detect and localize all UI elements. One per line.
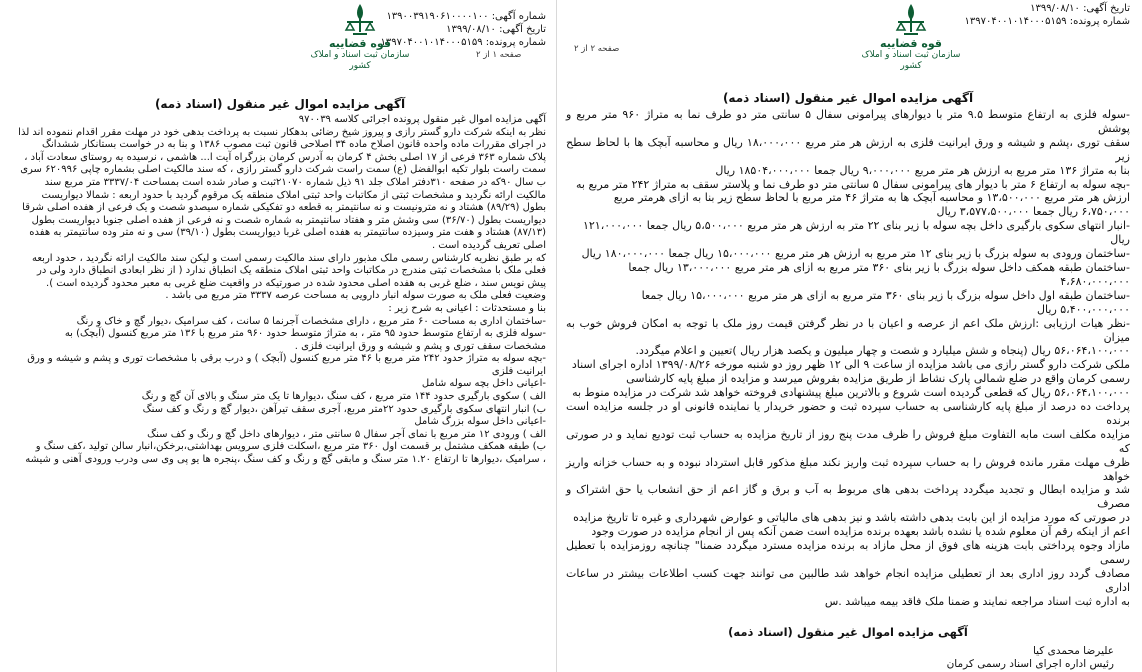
body-line: سمت راست بلوار تکیه ابوالفضل (ع) سمت راست شرکت دارو گستر رازی ، که سند مالکیت اصلی بشماره چاپی ۶۲۰۹۹۶ سری [20,164,546,176]
notice-body [566,108,1130,609]
body-line: ۵۶،۰۶۴،۱۰۰،۰۰۰ ریال که قطعی گردیده است شروع و بالاترین مبلغ پیشنهادی فروخته خواهد شد شرکت در مزایده منوط به [572,386,1130,400]
ad-metadata [965,2,1130,28]
body-line: بطول (۸۹/۲۹) هشتاد و نه مترونیست و نه سانتیمتر به قطعه دو تفکیکی شماره سیصدو شصت و یک فرعی از هفده اصلی شرقا [22,202,546,214]
body-line: ۴،۶۸۰،۰۰۰،۰۰۰ [1060,274,1130,288]
body-line: ۵۶،۰۶۴،۱۰۰،۰۰۰ ریال (پنجاه و شش میلیارد و شصت و چهار میلیون و یکصد هزار ریال )تعیین و اعلام میگردد. [635,344,1130,358]
body-line: -انبار انتهای سکوی بارگیری داخل بچه سوله با زیر بنای ۲۲ متر به ارزش هر متر مربع ۵،۵۰۰،۰۰۰ ریال جمعا ۱۲۱،۰۰۰،۰۰۰ [582,219,1130,233]
body-line: نظر به اینکه شرکت دارو گستر رازی و پیروز شیخ رضائی بدهکار نسبت به پرداخت بدهی خود در مهلت مقرر اقدام ننموده اند لذا [18,126,546,138]
body-line: مالکیت ارائه نگردید و مشخصات ثبتی از مکاتبات واحد ثبتی املاک منطقه یک مرقوم گردید با حدود اربعه : شمالا دیواریست [41,189,546,201]
page-divider [556,0,557,672]
body-line: مصادف گردد روز اداری بعد از تعطیلی مزایده انجام خواهد شد طالبین می توانند جهت کسب اطلاعات بیشتر در ساعات اداری [566,566,1130,594]
body-line: -بچه سوله به متراژ حدود ۲۴۲ متر مربع با ۴۶ متر مربع کنسول (آبچک ) و درب برقی با مشخصات توری و پشم و شیشه و ورق [27,353,546,365]
body-line: فعلی ملک با مشخصات ثبتی مندرج در مکاتبات واحد ثبتی املاک منطقه یک انطباق ندارد ( از نظر ابعادی انطباق دارد ولی در [37,265,546,277]
body-line: ملکی شرکت دارو گستر رازی می باشد مزایده از ساعت ۹ الی ۱۲ ظهر روز دو شنبه مورخه ۱۳۹۹/۰۸/۲۶ اداره اجرای اسناد [571,358,1130,372]
body-line: پرداخت ده درصد از مبلغ پایه کارشناسی به حساب سپرده ثبت و حضور خریدار یا نماینده قانونی او در جلسه مزایده است برنده [566,400,1130,427]
page-one [6,0,554,672]
body-line: ارزش هر متر مربع ۱۳،۵۰۰،۰۰۰ و محاسبه آبچک ها به متراژ ۴۶ متر مربع با لحاظ سطح زیر بنا به ازای هرمتر مربع [613,191,1130,205]
ad-date: ۱۳۹۹/۰۸/۱۰ [1030,3,1080,14]
ad-date: ۱۳۹۹/۰۸/۱۰ [446,24,496,35]
org-subname: سازمان ثبت اسناد و املاک کشور [861,50,961,71]
org-subname: سازمان ثبت اسناد و املاک کشور [310,50,410,71]
body-line: ، سرامیک ،دیوارها تا ارتفاع ۱.۲۰ متر سنگ و مابقی گچ و رنگ و کف سنگ ،پنجره ها یو پی وی سی ودرب ورودی آهنی و شیشه [25,454,546,466]
body-line: به اداره ثبت اسناد مراجعه نمایند و ضمنا ملک فاقد بیمه میباشد .س [824,594,1130,608]
body-line: مازاد وجوه پرداختی بابت هزینه های فوق از محل مازاد به برنده مزایده مسترد میگردد ضمنا" چنانچه روزمزایده با تعطیل رسمی [566,539,1130,566]
signer-title: رئیس اداره اجرای اسناد رسمی کرمان [946,657,1114,670]
body-line: مشخصات سقف توری و پشم و شیشه و ورق ایرانیت فلزی . [294,340,546,352]
body-line: ریال [1110,233,1130,247]
body-line: ایرانیت فلزی [491,365,546,377]
notice-subtitle: آگهی مزایده اموال غیر منقول پرونده اجرائی کلاسه ۹۷۰۰۳۹ [298,114,546,125]
page-number: صفحه ۱ از ۲ [476,50,522,60]
judiciary-emblem [859,0,963,72]
body-line: مزایده مکلف است مابه التفاوت مبلغ فروش را ظرف مدت پنج روز از تاریخ مزایده به حساب ثبت تودیع نماید و در صورتی که [566,427,1130,455]
ad-number: ۱۳۹۰۰۳۹۱۹۰۶۱۰۰۰۰۱۰۰ [386,11,489,22]
page-two [558,0,1138,672]
body-line: ب) طبقه همکف مشتمل بر قسمت اول ۳۶۰ متر مربع ،اسکلت فلزی سرویس بهداشتی،برخکن،انبار سالن تولید ،کف سنگ و [35,441,546,453]
body-line: -اعیانی داخل بچه سوله شامل [421,378,546,390]
page-header [6,0,554,76]
body-line: پیش نویس سند ، ضلع غربی به هفده اصلی محدود شده در صورتیکه در واقعیت ضلع غربی به معبر محدود گردیده است ). [46,277,546,289]
page-number: صفحه ۲ از ۲ [574,44,620,54]
body-line: ۵،۴۰۰،۰۰۰،۰۰۰ ریال [1037,302,1130,316]
body-line: (۸۷/۱۳) هشتاد و هفت متر وسیزده سانتیمتر به هفده اصلی غربا دیواریست بطول (۳۹/۱۰) سی و نه متر وده سانتیمتر به هفده [29,227,546,239]
notice-title: آگهی مزایده اموال غیر منقول (اسناد ذمه) [154,97,406,111]
body-line: اعم از اینکه رقم آن معلوم شده یا نشده باشد بعهده برنده مزایده است ضمن آنکه پس از انجام مزایده در صورت وجود [591,525,1130,539]
file-number: ۱۳۹۷۰۴۰۰۱۰۱۴۰۰۰۵۱۵۹ [964,16,1067,27]
body-line: در اجرای مقررات ماده واحده قانون اصلاح ماده ۳۴ اصلاحی قانون ثبت مصوب ۱۳۸۶ و بنا به در خواست بستانکار ششدانگ [42,139,546,151]
body-line: -سوله فلزی به ارتفاع متوسط ۹.۵ متر با دیوارهای پیرامونی سفال ۵ سانتی متر دو طرف نما به متراژ ۹۶۰ متر مربع و پوشش [566,108,1130,135]
org-name: قوه قضاییه [880,37,942,50]
file-number: ۱۳۹۷۰۴۰۰۱۰۱۴۰۰۰۵۱۵۹ [380,37,483,48]
body-line: -ساختمان طبقه اول داخل سوله بزرگ با زیر بنای ۳۶۰ متر مربع به ازای هر متر مربع ۱۵،۰۰۰،۰۰۰ ریال جمعا [641,288,1130,302]
body-line: اصلی تعریف گردیده است . [431,239,546,251]
ad-number-row: شماره آگهی: ۱۳۹۰۰۳۹۱۹۰۶۱۰۰۰۰۱۰۰ [386,11,546,22]
body-line: ۶،۷۵۰،۰۰۰ ریال جمعا ۳،۵۷۷،۵۰۰،۰۰۰ ریال [936,205,1130,219]
body-line: -ساختمان طبقه همکف داخل سوله بزرگ با زیر بنای ۳۶۰ متر مربع به ازای هر متر مربع ۱۳،۰۰۰،۰۰۰ ریال جمعا [628,260,1130,274]
body-line: شد و مزایده ابطال و تجدید میگردد پرداخت بدهی های مربوط به آب و برق و گاز اعم از حق انشعاب یا حق اشتراک و مصرف [566,483,1130,511]
body-line: الف ) ورودی ۱۲ متر مربع با نمای آجر سفال ۵ سانتی متر ، دیوارهای داخل گچ و رنگ و کف سنگ [147,428,546,440]
scales-of-justice-icon [892,0,930,38]
body-line: الف ) سکوی بارگیری حدود ۱۴۴ متر مربع ، کف سنگ ،دیوارها تا یک متر سنگ و بالای آن گچ و رنگ [141,391,546,403]
body-line: ظرف مهلت مقرر مانده فروش را به حساب سپرده ثبت واریز نکند مبلغ مذکور قابل استرداد نبوده و به حساب خزانه واریز خواهد [566,455,1130,483]
file-number-row: شماره پرونده: ۱۳۹۷۰۴۰۰۱۰۱۴۰۰۰۵۱۵۹ [964,16,1130,27]
body-line: سقف توری ،پشم و شیشه و ورق ایرانیت فلزی به ارزش هر متر مربع ۱۸،۰۰۰،۰۰۰ ریال و محاسبه آبچک ها با لحاظ سطح زیر [566,135,1130,163]
body-line: -ساختمان ورودی به سوله بزرگ با زیر بنای ۱۲ متر مربع به ارزش هر متر مربع ۱۵،۰۰۰،۰۰۰ ریال جمعا ۱۸۰،۰۰۰،۰۰۰ ریال [581,247,1130,261]
body-line: -سوله فلزی به ارتفاع متوسط حدود ۹۵ متر ، به متراژ متوسط حدود ۹۶۰ متر مربع با ۱۳۶ متر مربع کنسول (آبچک) به [64,328,546,340]
body-line: -بچه سوله به ارتفاع ۶ متر با دیوار های پیرامونی سفال ۵ سانتی متر دو طرف نما و پلاستر سقف به متراژ ۲۴۲ متر مربع به [575,177,1130,191]
file-number-row: شماره پرونده: ۱۳۹۷۰۴۰۰۱۰۱۴۰۰۰۵۱۵۹ [380,37,546,48]
body-line: ب) انبار انتهای سکوی بارگیری حدود ۲۲متر مربع، آجری سقف تیرآهن ،دیوار گچ و رنگ و کف سنگ [142,403,546,415]
body-line: پلاک شماره ۳۶۳ فرعی از ۱۷ اصلی بخش ۴ کرمان به آدرس کرمان بزرگراه آیت ا... هاشمی ، نرسیده به روستای سعادت آباد ، [24,151,546,163]
body-line: وضعیت فعلی ملک به صورت سوله انبار دارویی به مساحت عرصه ۳۳۳۷ متر مربع می باشد . [165,290,546,302]
body-line: -نظر هیات ارزیابی :ارزش ملک اعم از عرصه و اعیان با در نظر گرفتن قیمت روز ملک با توجه به امکان فروش خوب به میزان [566,316,1130,344]
body-line: دیواریست بطول (۳۶/۷۰) سی وشش متر و هفتاد سانتیمتر به شماره شصت و نه فرعی از هفده اصلی جنوبا دیواریست بطول [31,214,546,226]
ad-date-row: تاریخ آگهی: ۱۳۹۹/۰۸/۱۰ [446,24,546,35]
body-line: -ساختمان اداری به مساحت ۶۰ متر مربع ، دارای مشخصات آجرنما ۵ سانت ، کف سرامیک ،دیوار گچ و خاک و رنگ [76,315,546,327]
footer-title: آگهی مزایده اموال غیر منقول (اسناد ذمه) [728,624,968,639]
body-line: که بر طبق نظریه کارشناس رسمی ملک مذبور دارای سند مالکیت رسمی است و لیکن سند مالکیت ارائه نگردید ، حدود اربعه [31,252,546,264]
ad-date-row: تاریخ آگهی: ۱۳۹۹/۰۸/۱۰ [1030,3,1130,14]
body-line: بنا به متراژ ۱۳۶ متر مربع به ارزش هر متر مربع ۹،۰۰۰،۰۰۰ ریال جمعا ۱۸۵۰۴،۰۰۰،۰۰۰ ریال [715,163,1130,177]
body-line: ب سال ۹۰که در صفحه ۳۱۰دفتر املاک جلد ۹۱ ذیل شماره ۲۱۰۷۰ثبت و صادر شده است بمساحت ۳۳۳۷/۰۴ متر مربع سند [44,176,546,188]
notice-body [14,127,546,467]
body-line: بنا و مستحدثات : اعیانی به شرح زیر : [388,302,546,314]
notice-title: آگهی مزایده اموال غیر منقول (اسناد ذمه) [722,91,974,105]
scales-of-justice-icon [341,0,379,38]
body-line: -اعیانی داخل سوله بزرگ شامل [414,416,546,428]
body-line: رسمی کرمان واقع در ضلع شمالی پارک نشاط از طریق مزایده بفروش میرسد و مزایده از مبلغ پایه کارشناسی [626,372,1130,386]
judiciary-emblem [308,0,412,72]
signer-name: علیرضا محمدی کیا [1032,644,1114,657]
body-line: در صورتی که مورد مزایده از این بابت بدهی داشته باشد و نیز بدهی های مالیاتی و عوارض شهرداری و غیره تا تاریخ مزایده [573,511,1130,525]
page-header [558,0,1138,76]
org-name: قوه قضاییه [329,37,391,50]
